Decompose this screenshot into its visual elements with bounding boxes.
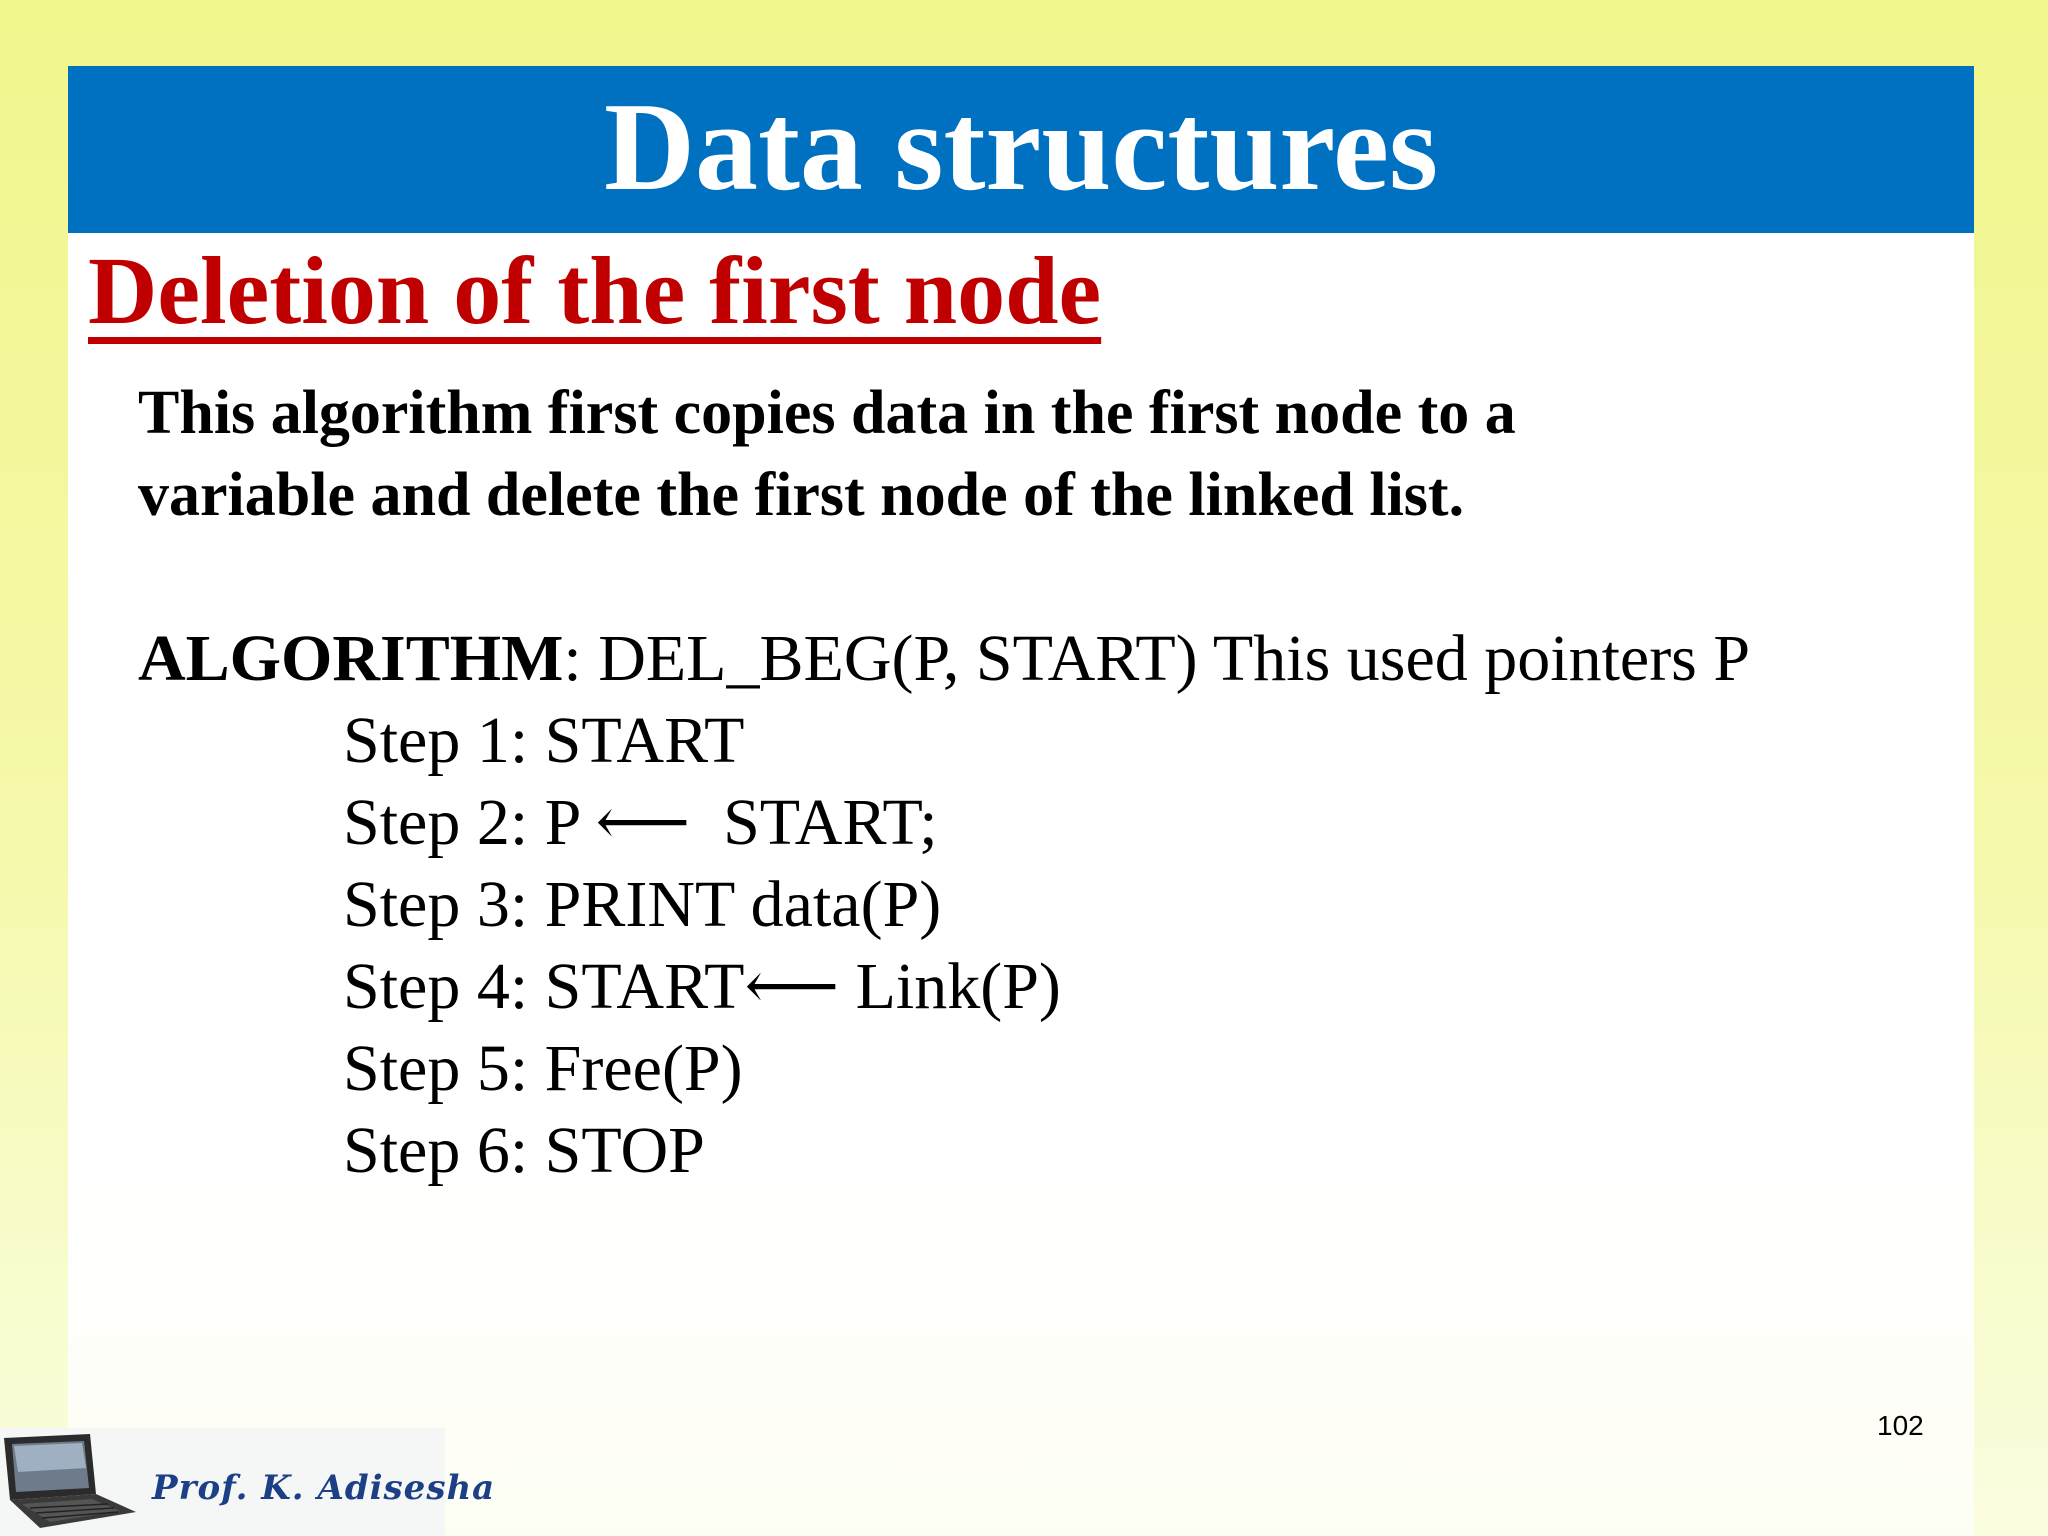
author-logo (0, 1428, 496, 1536)
step-1-text: Step 1: START (343, 704, 745, 777)
algorithm-steps (343, 700, 1061, 1192)
step-6 (343, 1110, 1061, 1192)
laptop-icon (0, 1428, 140, 1536)
step-5-text: Step 5: Free(P) (343, 1032, 743, 1105)
intro-line-1: This algorithm first copies data in the first node to a (138, 379, 1516, 447)
step-4-target: Link(P) (839, 950, 1061, 1023)
step-2-text: Step 2: P (343, 786, 596, 859)
slide-title: Data structures (603, 78, 1438, 217)
step-2 (343, 782, 1061, 864)
step-1 (343, 700, 1061, 782)
step-4 (343, 946, 1061, 1028)
author-name: Prof. K. Adisesha (152, 1468, 496, 1508)
step-5 (343, 1028, 1061, 1110)
page-number: 102 (1877, 1410, 1924, 1441)
step-4-text: Step 4: START (343, 950, 745, 1023)
algorithm-keyword: ALGORITHM (138, 622, 564, 695)
step-2-target: START; (690, 786, 938, 859)
intro-line-2: variable and delete the first node of the linked list. (138, 461, 1465, 529)
intro-paragraph (138, 372, 1938, 536)
left-arrow-icon: ⟵ (744, 950, 840, 1023)
left-arrow-icon: ⟵ (595, 786, 691, 859)
step-6-text: Step 6: STOP (343, 1114, 705, 1187)
step-3 (343, 864, 1061, 946)
slide-subtitle: Deletion of the first node (88, 237, 1102, 344)
algorithm-signature: : DEL_BEG(P, START) This used pointers P (563, 622, 1751, 695)
step-3-text: Step 3: PRINT data(P) (343, 868, 942, 941)
algorithm-heading (138, 618, 1750, 700)
